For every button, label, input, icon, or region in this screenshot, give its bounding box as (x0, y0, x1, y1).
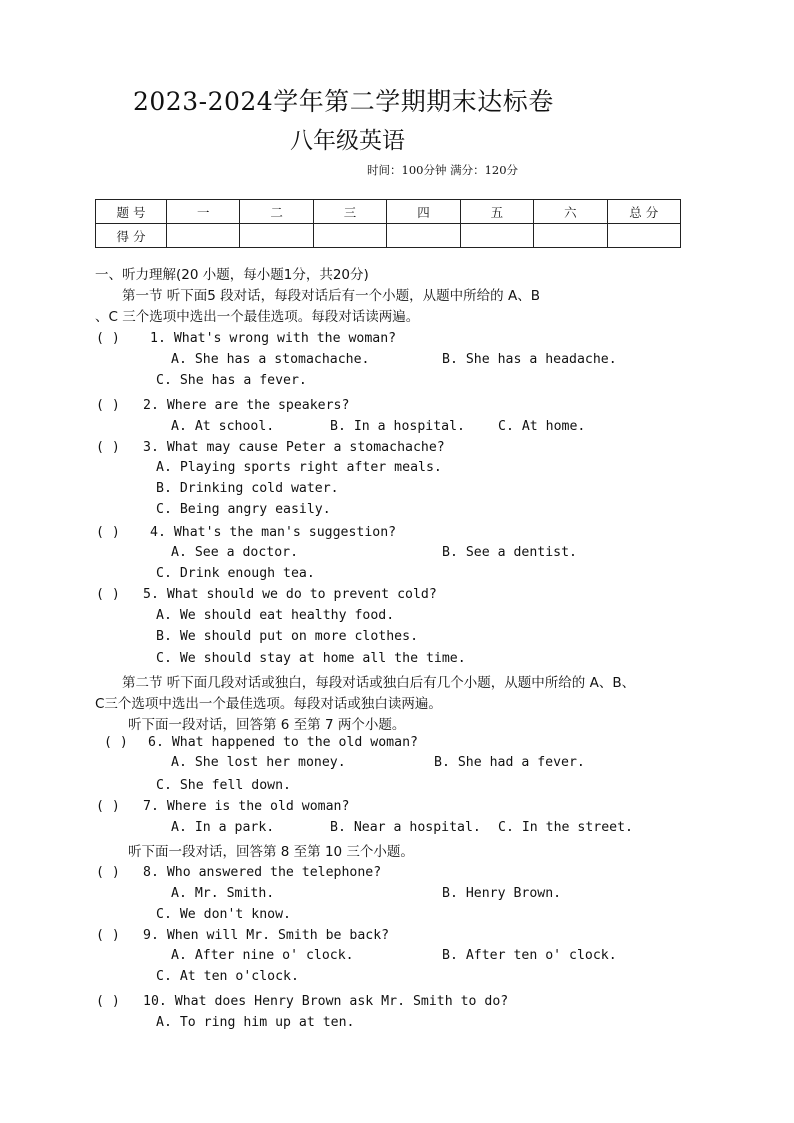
score-header-cell: 二 (240, 200, 313, 224)
dialogue-note: 听下面一段对话，回答第 6 至第 7 两个小题。 (128, 717, 406, 733)
question-stem: 10. What does Henry Brown ask Mr. Smith to do? (143, 994, 509, 1009)
option-c: C. We should stay at home all the time. (156, 651, 466, 666)
option-b: B. After ten o' clock. (442, 948, 617, 963)
option-a: A. She lost her money. (171, 755, 346, 770)
option-a: A. In a park. (171, 820, 275, 835)
option-b: B. In a hospital. (330, 419, 465, 434)
option-c: C. She fell down. (156, 778, 291, 793)
answer-bracket[interactable]: ( ) (96, 398, 120, 413)
score-header-cell: 六 (534, 200, 607, 224)
option-c: C. At ten o'clock. (156, 969, 299, 984)
option-a: A. To ring him up at ten. (156, 1015, 355, 1030)
question-stem: 7. Where is the old woman? (143, 799, 350, 814)
option-c: C. We don't know. (156, 907, 291, 922)
section-heading: 一、听力理解(20 小题，每小题1分，共20分) (95, 267, 369, 283)
question-stem: 2. Where are the speakers? (143, 398, 350, 413)
score-header-cell: 五 (460, 200, 533, 224)
question-stem: 1. What's wrong with the woman? (150, 331, 397, 346)
part1-instructions: 第一节 听下面5 段对话，每段对话后有一个小题，从题中所给的 A、B (122, 288, 540, 304)
part1-instructions: 、C 三个选项中选出一个最佳选项。每段对话读两遍。 (95, 309, 420, 325)
option-b: B. We should put on more clothes. (156, 629, 419, 644)
exam-subtitle: 八年级英语 (290, 128, 405, 154)
option-a: A. We should eat healthy food. (156, 608, 395, 623)
question-stem: 8. Who answered the telephone? (143, 865, 382, 880)
option-c: C. In the street. (498, 820, 633, 835)
answer-bracket[interactable]: ( ) (96, 587, 120, 602)
score-row-label: 得 分 (96, 224, 167, 248)
answer-bracket[interactable]: ( ) (96, 928, 120, 943)
question-stem: 9. When will Mr. Smith be back? (143, 928, 390, 943)
answer-bracket[interactable]: ( ) (96, 865, 120, 880)
score-table (95, 199, 681, 248)
option-c: C. Being angry easily. (156, 502, 331, 517)
option-c: C. Drink enough tea. (156, 566, 315, 581)
option-a: A. At school. (171, 419, 275, 434)
answer-bracket[interactable]: ( ) (104, 735, 128, 750)
score-table-header-row (96, 200, 681, 224)
answer-bracket[interactable]: ( ) (96, 799, 120, 814)
option-a: A. Playing sports right after meals. (156, 460, 442, 475)
option-a: A. Mr. Smith. (171, 886, 275, 901)
score-header-cell: 四 (387, 200, 460, 224)
score-input-cell[interactable] (607, 224, 680, 248)
score-header-cell: 一 (167, 200, 240, 224)
option-c: C. She has a fever. (156, 373, 307, 388)
part2-instructions: C三个选项中选出一个最佳选项。每段对话或独白读两遍。 (95, 696, 442, 712)
answer-bracket[interactable]: ( ) (96, 440, 120, 455)
question-stem: 5. What should we do to prevent cold? (143, 587, 437, 602)
score-header-cell: 总 分 (607, 200, 680, 224)
option-a: A. She has a stomachache. (171, 352, 370, 367)
option-c: C. At home. (498, 419, 586, 434)
option-b: B. She has a headache. (442, 352, 617, 367)
answer-bracket[interactable]: ( ) (96, 331, 120, 346)
answer-bracket[interactable]: ( ) (96, 525, 120, 540)
score-input-cell[interactable] (167, 224, 240, 248)
option-b: B. Drinking cold water. (156, 481, 339, 496)
exam-title: 2023-2024学年第二学期期末达标卷 (133, 87, 554, 116)
question-stem: 3. What may cause Peter a stomachache? (143, 440, 445, 455)
option-a: A. After nine o' clock. (171, 948, 354, 963)
score-header-cell: 三 (313, 200, 386, 224)
option-b: B. Henry Brown. (442, 886, 562, 901)
exam-meta: 时间：100分钟 满分：120分 (367, 163, 519, 177)
option-b: B. Near a hospital. (330, 820, 481, 835)
answer-bracket[interactable]: ( ) (96, 994, 120, 1009)
score-header-cell: 题 号 (96, 200, 167, 224)
score-input-cell[interactable] (387, 224, 460, 248)
score-input-cell[interactable] (534, 224, 607, 248)
option-a: A. See a doctor. (171, 545, 299, 560)
score-table-score-row (96, 224, 681, 248)
question-stem: 4. What's the man's suggestion? (150, 525, 397, 540)
score-input-cell[interactable] (313, 224, 386, 248)
score-input-cell[interactable] (240, 224, 313, 248)
part2-instructions: 第二节 听下面几段对话或独白，每段对话或独白后有几个小题，从题中所给的 A、B、 (122, 675, 636, 691)
question-stem: 6. What happened to the old woman? (148, 735, 418, 750)
dialogue-note: 听下面一段对话，回答第 8 至第 10 三个小题。 (128, 844, 414, 860)
option-b: B. See a dentist. (442, 545, 577, 560)
option-b: B. She had a fever. (434, 755, 585, 770)
score-input-cell[interactable] (460, 224, 533, 248)
